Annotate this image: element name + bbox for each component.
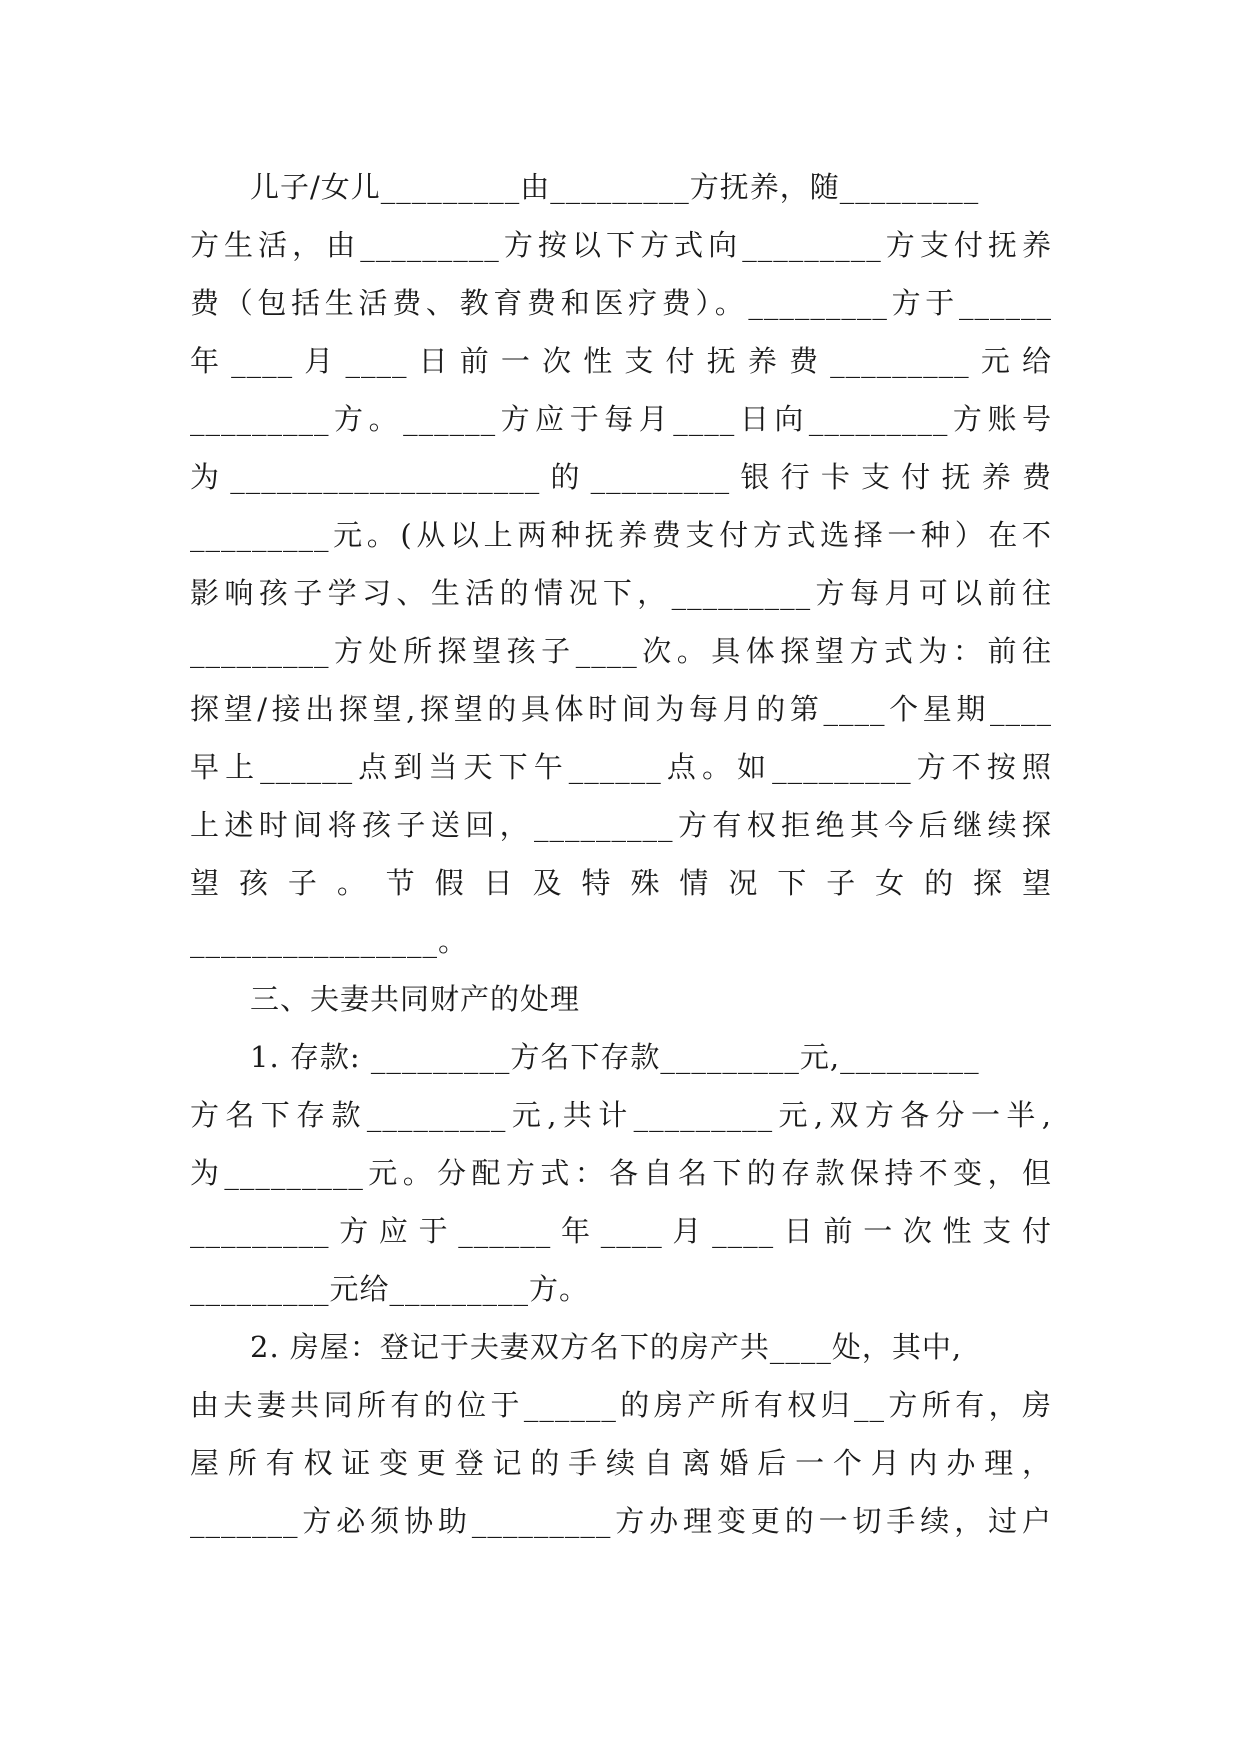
paragraph-line: 1. 存款: _________方名下存款_________元,_________ — [250, 1040, 980, 1074]
paragraph-line: _________元给_________方。 — [190, 1272, 590, 1306]
paragraph-line: _________方。______方应于每月____日向_________方账号 — [190, 402, 1052, 436]
paragraph-line: _________方应于______年____月____日前一次性支付 — [190, 1214, 1052, 1248]
paragraph-line: _______方必须协助_________方办理变更的一切手续，过户 — [190, 1504, 1052, 1538]
paragraph-line: 为____________________的_________银行卡支付抚养费 — [190, 460, 1052, 494]
paragraph-line: 儿子/女儿_________由_________方抚养，随_________ — [250, 170, 980, 204]
paragraph-line: 上述时间将孩子送回，_________方有权拒绝其今后继续探 — [190, 808, 1052, 842]
paragraph-line: 年____月____日前一次性支付抚养费_________元给 — [190, 344, 1052, 378]
paragraph-line: 望孩子。节假日及特殊情况下子女的探望 — [190, 866, 1052, 900]
paragraph-line: 2. 房屋：登记于夫妻双方名下的房产共____处，其中, — [250, 1330, 963, 1364]
paragraph-line: 由夫妻共同所有的位于______的房产所有权归__方所有，房 — [190, 1388, 1052, 1422]
paragraph-line: 影响孩子学习、生活的情况下，_________方每月可以前往 — [190, 576, 1052, 610]
document-page — [190, 158, 1052, 1550]
section-heading: 三、夫妻共同财产的处理 — [250, 982, 581, 1016]
paragraph-line: 早上______点到当天下午______点。如_________方不按照 — [190, 750, 1052, 784]
paragraph-line: 方名下存款_________元,共计_________元,双方各分一半, — [190, 1098, 1052, 1132]
paragraph-line: _________元。(从以上两种抚养费支付方式选择一种）在不 — [190, 518, 1052, 552]
paragraph-line: ________________。 — [190, 924, 469, 958]
paragraph-line: 方生活，由_________方按以下方式向_________方支付抚养 — [190, 228, 1052, 262]
paragraph-line: 探望/接出探望,探望的具体时间为每月的第____个星期____ — [190, 692, 1052, 726]
paragraph-line: 费（包括生活费、教育费和医疗费）。_________方于______ — [190, 286, 1052, 320]
paragraph-line: 屋所有权证变更登记的手续自离婚后一个月内办理， — [190, 1446, 1052, 1480]
paragraph-line: _________方处所探望孩子____次。具体探望方式为：前往 — [190, 634, 1052, 668]
paragraph-line: 为_________元。分配方式：各自名下的存款保持不变，但 — [190, 1156, 1052, 1190]
